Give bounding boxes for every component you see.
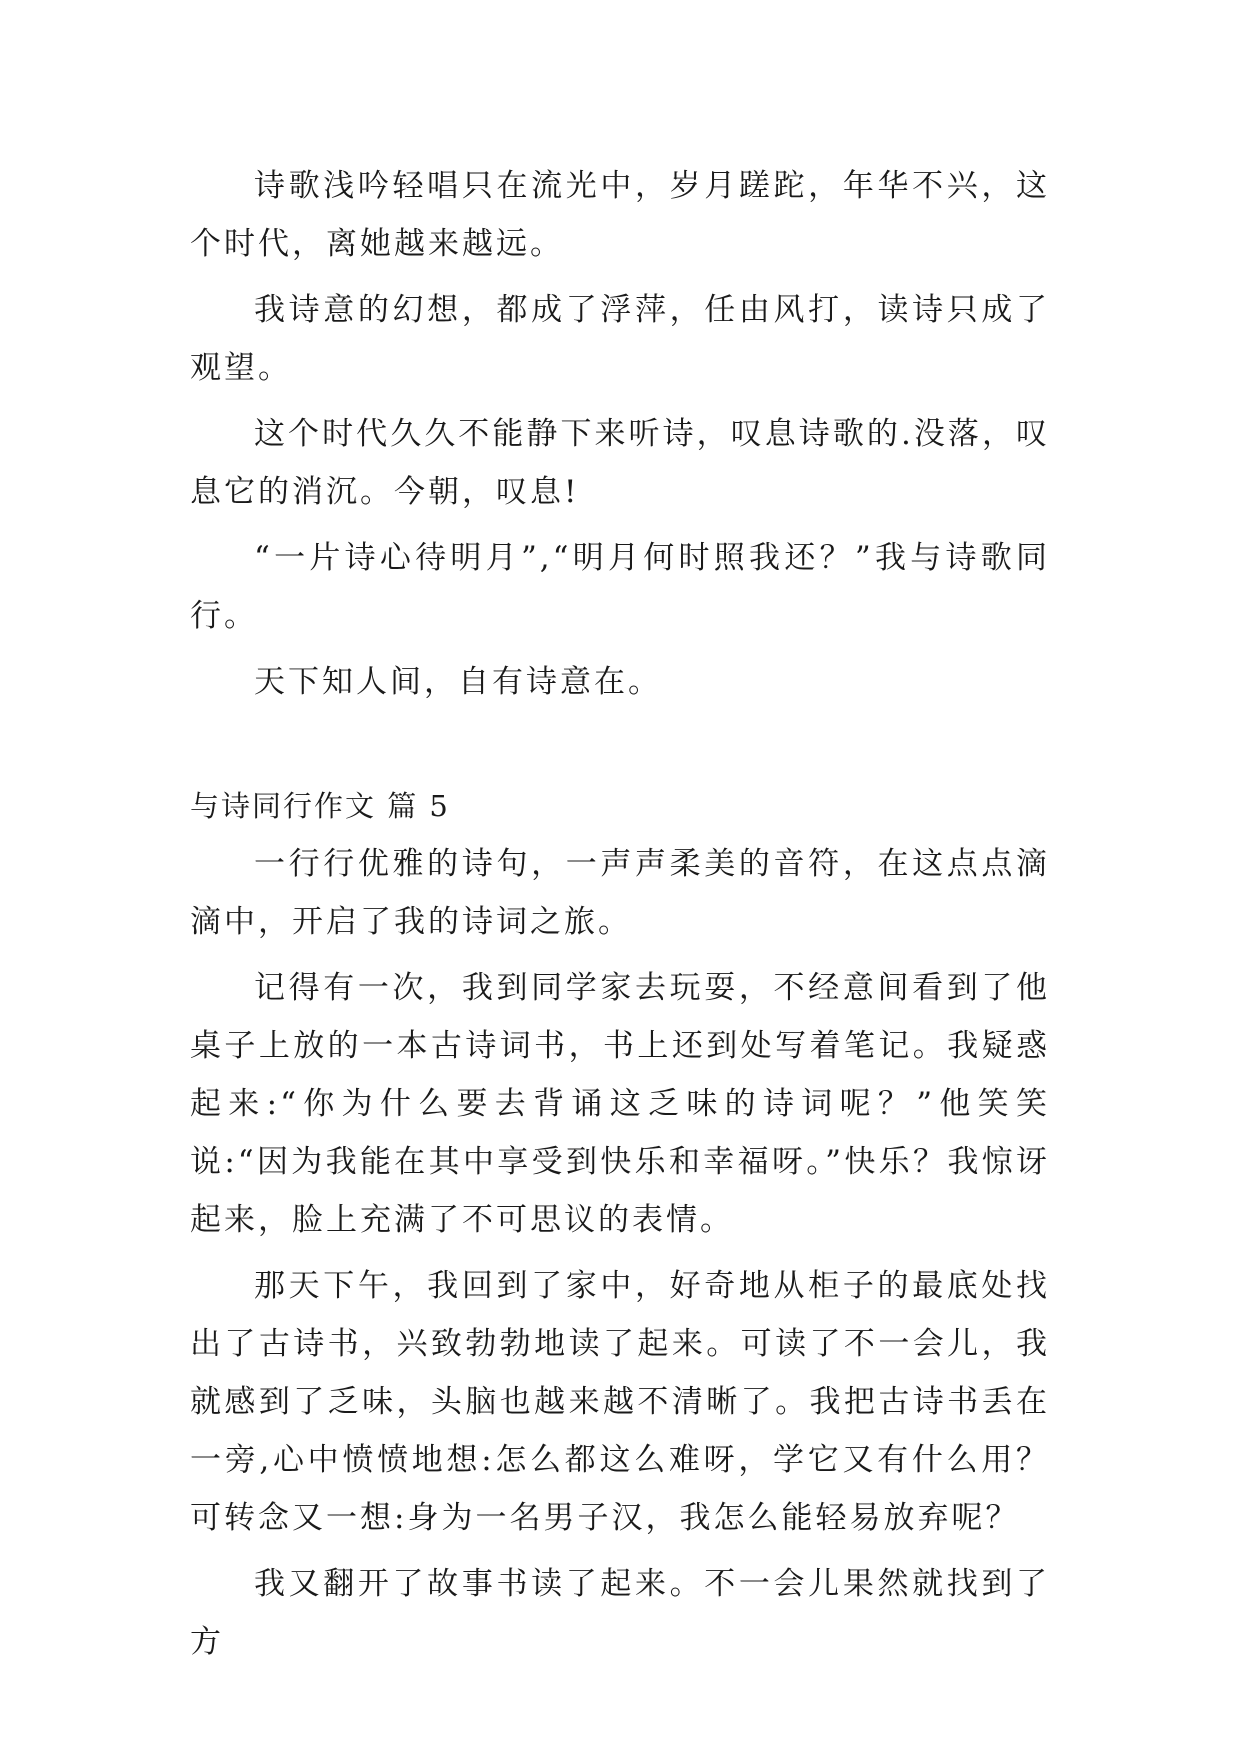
paragraph: 我又翻开了故事书读了起来。不一会儿果然就找到了方 [190,1566,1050,1660]
paragraph: 诗歌浅吟轻唱只在流光中，岁月蹉跎，年华不兴，这个时代，离她越来越远。 [190,168,1050,262]
section-heading: 与诗同行作文 篇 5 [190,789,450,823]
paragraph: 我诗意的幻想，都成了浮萍，任由风打，读诗只成了观望。 [190,292,1050,386]
paragraph: 一行行优雅的诗句，一声声柔美的音符，在这点点滴滴中，开启了我的诗词之旅。 [190,846,1050,940]
paragraph: 这个时代久久不能静下来听诗，叹息诗歌的.没落，叹息它的消沉。今朝，叹息! [190,416,1050,510]
paragraph: “一片诗心待明月”,“明月何时照我还？”我与诗歌同行。 [190,540,1050,634]
document-page [190,157,1050,1679]
paragraph: 记得有一次，我到同学家去玩耍，不经意间看到了他桌子上放的一本古诗词书，书上还到处写着笔记。我疑惑起来:“你为什么要去背诵这乏味的诗词呢？”他笑笑说:“因为我能在其中享受到快乐和幸福呀。”快乐？我惊讶起来，脸上充满了不可思议的表情。 [190,970,1050,1238]
paragraph: 天下知人间，自有诗意在。 [254,664,662,700]
section-gap [190,719,1050,777]
paragraph: 那天下午，我回到了家中，好奇地从柜子的最底处找出了古诗书，兴致勃勃地读了起来。可读了不一会儿，我就感到了乏味，头脑也越来越不清晰了。我把古诗书丢在一旁,心中愤愤地想:怎么都这么难呀，学它又有什么用？可转念又一想:身为一名男子汉，我怎么能轻易放弃呢？ [190,1268,1050,1536]
